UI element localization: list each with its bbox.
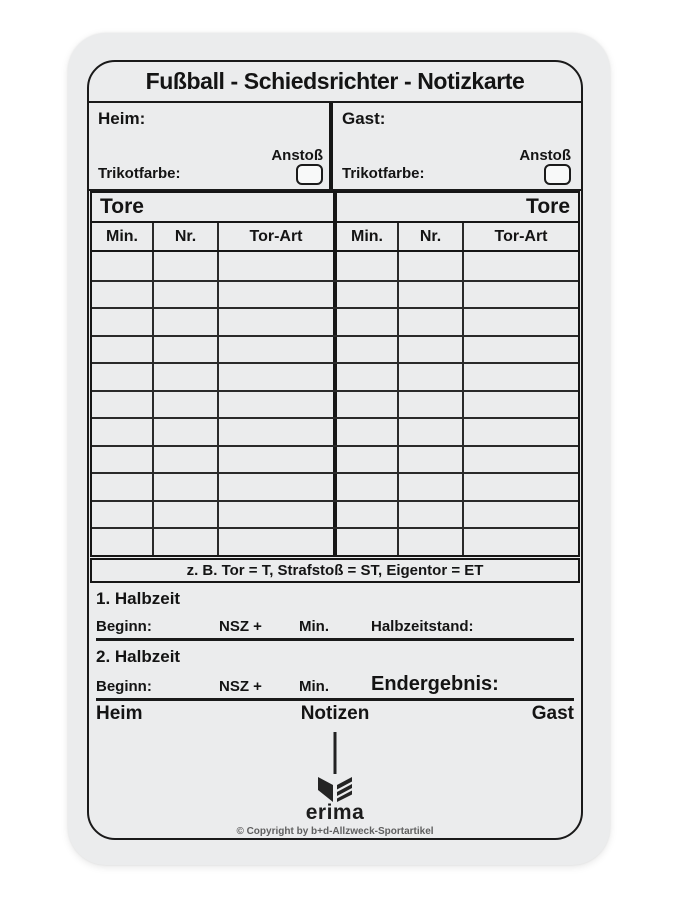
card-title-row — [89, 62, 581, 103]
goal-cell-torart[interactable] — [219, 364, 333, 390]
col-header-torart: Tor-Art — [494, 227, 548, 245]
second-begin-label: Beginn: — [96, 677, 152, 695]
goal-cell-nr[interactable] — [399, 337, 464, 363]
goal-cell-nr[interactable] — [154, 447, 219, 473]
goal-cell-min[interactable] — [337, 502, 399, 528]
goals-title-left: Tore — [100, 195, 144, 218]
goals-table-body — [92, 252, 578, 555]
col-header-nr: Nr. — [154, 223, 219, 250]
goal-cell-torart[interactable] — [464, 447, 578, 473]
goal-cell-min[interactable] — [337, 282, 399, 308]
first-nsz-label: NSZ + — [219, 617, 262, 635]
brand-block — [89, 776, 581, 837]
home-kickoff-label: Anstoß — [271, 147, 323, 164]
home-jersey-label: Trikotfarbe: — [98, 165, 181, 182]
goal-cell-nr[interactable] — [154, 337, 219, 363]
notes-home-label: Heim — [96, 703, 143, 724]
goal-cell-min[interactable] — [337, 447, 399, 473]
goals-title-right: Tore — [526, 195, 570, 218]
goal-cell-min[interactable] — [92, 529, 154, 555]
goal-cell-torart[interactable] — [464, 309, 578, 335]
col-header-min: Min. — [337, 223, 399, 250]
goal-row — [92, 252, 578, 280]
goal-row — [92, 500, 578, 528]
goal-cell-torart[interactable] — [219, 474, 333, 500]
notes-divider-line — [334, 732, 337, 774]
goal-cell-min[interactable] — [92, 502, 154, 528]
final-score-label: Endergebnis: — [371, 672, 499, 695]
notes-area[interactable] — [89, 728, 581, 840]
goal-cell-nr[interactable] — [399, 282, 464, 308]
goal-cell-nr[interactable] — [154, 364, 219, 390]
brand-name: erima — [305, 800, 365, 824]
goal-cell-torart[interactable] — [464, 419, 578, 445]
home-team-box — [89, 103, 333, 189]
goal-cell-nr[interactable] — [154, 474, 219, 500]
guest-label: Gast: — [342, 109, 386, 128]
goal-cell-nr[interactable] — [154, 252, 219, 280]
goal-cell-min[interactable] — [337, 337, 399, 363]
goal-cell-torart[interactable] — [219, 529, 333, 555]
goal-cell-min[interactable] — [92, 364, 154, 390]
goal-cell-min[interactable] — [337, 474, 399, 500]
goal-cell-nr[interactable] — [154, 282, 219, 308]
referee-note-card — [68, 33, 610, 865]
teams-section — [89, 103, 581, 191]
goals-column-header-row — [92, 223, 578, 252]
goal-cell-min[interactable] — [92, 474, 154, 500]
goal-cell-nr[interactable] — [399, 309, 464, 335]
goal-cell-nr[interactable] — [399, 502, 464, 528]
home-label: Heim: — [98, 109, 146, 128]
col-header-nr: Nr. — [399, 223, 464, 250]
goal-cell-torart[interactable] — [219, 447, 333, 473]
notes-header-row — [96, 701, 574, 728]
notes-label: Notizen — [300, 703, 370, 724]
goal-row — [92, 335, 578, 363]
second-nsz-label: NSZ + — [219, 677, 262, 695]
second-half-title: 2. Halbzeit — [96, 646, 181, 666]
col-header-torart: Tor-Art — [249, 227, 303, 245]
goal-type-legend — [90, 558, 580, 583]
goal-cell-nr[interactable] — [399, 364, 464, 390]
first-min-label: Min. — [299, 617, 329, 635]
goal-row — [92, 390, 578, 418]
guest-team-box — [333, 103, 577, 189]
goal-cell-torart[interactable] — [219, 337, 333, 363]
goal-cell-min[interactable] — [337, 419, 399, 445]
card-title: Fußball - Schiedsrichter - Notizkarte — [145, 68, 525, 94]
goal-cell-torart[interactable] — [464, 392, 578, 418]
goal-cell-min[interactable] — [92, 337, 154, 363]
col-header-min: Min. — [92, 223, 154, 250]
home-kickoff-checkbox[interactable] — [296, 164, 323, 185]
guest-jersey-label: Trikotfarbe: — [342, 165, 425, 182]
goal-row — [92, 472, 578, 500]
goal-cell-nr[interactable] — [399, 392, 464, 418]
goal-cell-nr[interactable] — [154, 309, 219, 335]
goal-cell-torart[interactable] — [464, 252, 578, 280]
goal-cell-torart[interactable] — [219, 282, 333, 308]
goal-cell-torart[interactable] — [464, 502, 578, 528]
goal-cell-torart[interactable] — [464, 282, 578, 308]
goal-cell-nr[interactable] — [154, 502, 219, 528]
copyright-text: © Copyright by b+d-Allzweck-Sportartikel — [236, 825, 434, 837]
notes-guest-label: Gast — [531, 703, 574, 724]
card-inner-border — [87, 60, 583, 840]
goal-cell-torart[interactable] — [464, 337, 578, 363]
goal-cell-min[interactable] — [92, 252, 154, 280]
goal-cell-torart[interactable] — [464, 474, 578, 500]
goal-cell-torart[interactable] — [219, 252, 333, 280]
first-half-row[interactable] — [96, 609, 574, 641]
erima-wings-icon — [315, 776, 355, 803]
guest-kickoff-checkbox[interactable] — [544, 164, 571, 185]
goal-cell-min[interactable] — [337, 309, 399, 335]
goal-cell-min[interactable] — [337, 364, 399, 390]
goal-cell-nr[interactable] — [399, 474, 464, 500]
goal-cell-torart[interactable] — [219, 502, 333, 528]
goal-cell-nr[interactable] — [154, 419, 219, 445]
second-half-row[interactable] — [96, 667, 574, 701]
goal-cell-min[interactable] — [92, 282, 154, 308]
goal-cell-min[interactable] — [92, 392, 154, 418]
goal-cell-torart[interactable] — [219, 309, 333, 335]
goal-cell-min[interactable] — [337, 252, 399, 280]
halftime-score-label: Halbzeitstand: — [371, 617, 474, 635]
goal-cell-nr[interactable] — [399, 529, 464, 555]
goal-row — [92, 527, 578, 555]
goal-row — [92, 307, 578, 335]
goal-cell-torart[interactable] — [219, 419, 333, 445]
goals-table — [90, 191, 580, 557]
first-begin-label: Beginn: — [96, 617, 152, 635]
goal-cell-min[interactable] — [337, 392, 399, 418]
goal-cell-min[interactable] — [92, 447, 154, 473]
goal-row — [92, 362, 578, 390]
first-half-title: 1. Halbzeit — [96, 588, 181, 608]
goal-type-legend-text: z. B. Tor = T, Strafstoß = ST, Eigentor = ET — [186, 561, 484, 579]
halves-section — [89, 589, 581, 728]
goal-row — [92, 417, 578, 445]
goal-cell-nr[interactable] — [399, 447, 464, 473]
goal-cell-torart[interactable] — [219, 392, 333, 418]
goal-cell-nr[interactable] — [154, 529, 219, 555]
goals-table-header — [92, 193, 578, 223]
goal-cell-torart[interactable] — [464, 364, 578, 390]
goal-row — [92, 445, 578, 473]
goal-cell-torart[interactable] — [464, 529, 578, 555]
second-min-label: Min. — [299, 677, 329, 695]
goal-cell-min[interactable] — [92, 309, 154, 335]
goal-cell-nr[interactable] — [399, 419, 464, 445]
goal-cell-min[interactable] — [337, 529, 399, 555]
goal-cell-nr[interactable] — [154, 392, 219, 418]
goal-cell-nr[interactable] — [399, 252, 464, 280]
goal-row — [92, 280, 578, 308]
guest-kickoff-label: Anstoß — [519, 147, 571, 164]
goal-cell-min[interactable] — [92, 419, 154, 445]
